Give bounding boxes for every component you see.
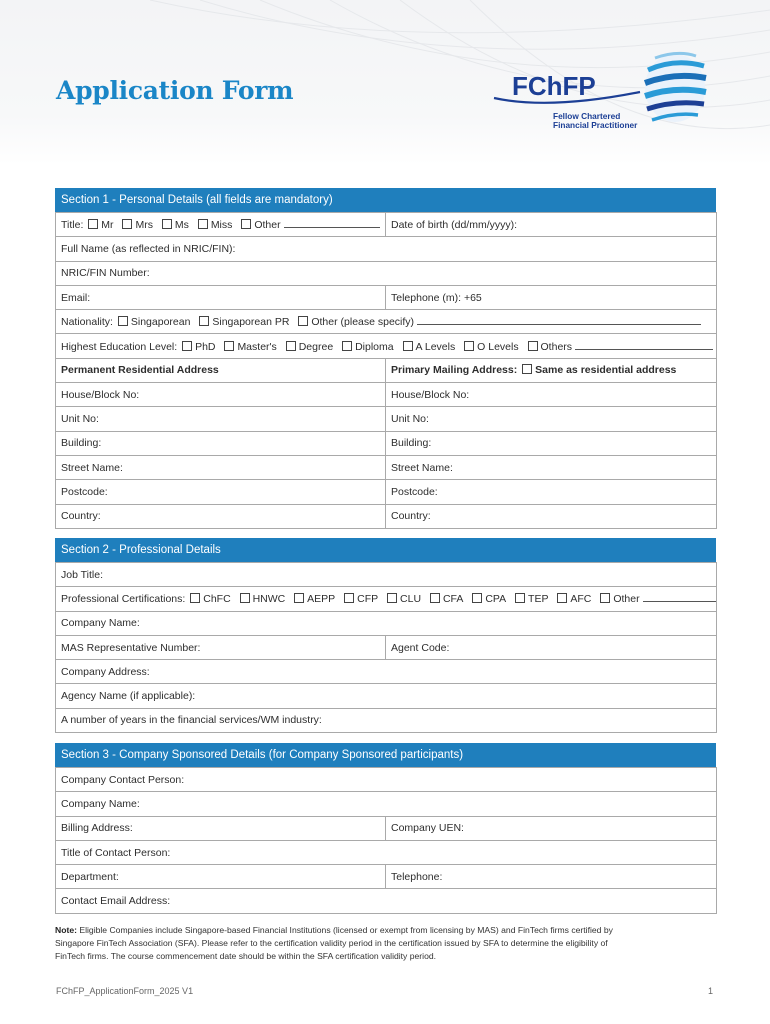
checkbox-others-education[interactable] (528, 341, 538, 351)
checkbox-aepp[interactable] (294, 593, 304, 603)
page-number: 1 (708, 986, 714, 996)
checkbox-cpa[interactable] (472, 593, 482, 603)
mas-number-field[interactable]: MAS Representative Number: (56, 635, 386, 659)
res-unit-field[interactable]: Unit No: (56, 407, 386, 431)
res-building-field[interactable]: Building: (56, 431, 386, 455)
other-nationality-line[interactable] (417, 315, 701, 325)
checkbox-tep[interactable] (515, 593, 525, 603)
other-cert-line[interactable] (643, 592, 717, 602)
other-title-line[interactable] (284, 218, 380, 228)
nationality-label: Nationality: (61, 316, 113, 329)
checkbox-cfa[interactable] (430, 593, 440, 603)
checkbox-diploma[interactable] (342, 341, 352, 351)
document-id: FChFP_ApplicationForm_2025 V1 (56, 986, 194, 996)
mail-unit-field[interactable]: Unit No: (386, 407, 717, 431)
checkbox-mr[interactable] (88, 219, 98, 229)
checkbox-degree[interactable] (286, 341, 296, 351)
checkbox-a-levels[interactable] (403, 341, 413, 351)
section-3-heading: Section 3 - Company Sponsored Details (for Company Sponsored participants) (55, 743, 716, 767)
checkbox-cfp[interactable] (344, 593, 354, 603)
note-line-1: Eligible Companies include Singapore-based Financial Institutions (licensed or exempt from licensing by MAS) and FinTech firms certified by (79, 925, 613, 935)
svg-text:Financial Practitioner: Financial Practitioner (553, 120, 638, 130)
checkbox-clu[interactable] (387, 593, 397, 603)
checkbox-o-levels[interactable] (464, 341, 474, 351)
svg-text:Fellow Chartered: Fellow Chartered (553, 111, 621, 121)
note-line-3: FinTech firms. The course commencement date should be within the SFA certification validity period. (55, 951, 437, 962)
eligibility-note (55, 924, 716, 964)
company-sponsored-table (55, 767, 717, 914)
section-2-heading: Section 2 - Professional Details (55, 538, 716, 562)
title-label: Title: (61, 219, 84, 232)
mail-street-field[interactable]: Street Name: (386, 455, 717, 479)
res-country-field[interactable]: Country: (56, 504, 386, 528)
checkbox-singaporean-pr[interactable] (199, 316, 209, 326)
email-field[interactable]: Email: (56, 285, 386, 309)
mailing-address-heading: Primary Mailing Address: Same as residential address (386, 358, 717, 382)
education-field: Highest Education Level: PhD Master's Degree Diploma A Levels O Levels Others (56, 334, 717, 358)
contact-email-field[interactable]: Contact Email Address: (56, 889, 717, 913)
checkbox-masters[interactable] (224, 341, 234, 351)
res-postcode-field[interactable]: Postcode: (56, 480, 386, 504)
residential-address-heading: Permanent Residential Address (56, 358, 386, 382)
sponsor-company-name-field[interactable]: Company Name: (56, 792, 717, 816)
section-professional-details (55, 538, 716, 733)
mail-house-block-field[interactable]: House/Block No: (386, 383, 717, 407)
title-field: Title: Mr Mrs Ms Miss Other (56, 213, 386, 237)
res-house-block-field[interactable]: House/Block No: (56, 383, 386, 407)
billing-address-field[interactable]: Billing Address: (56, 816, 386, 840)
checkbox-same-address[interactable] (522, 364, 532, 374)
contact-title-field[interactable]: Title of Contact Person: (56, 840, 717, 864)
checkbox-chfc[interactable] (190, 593, 200, 603)
agency-name-field[interactable]: Agency Name (if applicable): (56, 684, 717, 708)
sponsor-telephone-field[interactable]: Telephone: (386, 865, 717, 889)
nric-field[interactable]: NRIC/FIN Number: (56, 261, 717, 285)
checkbox-other-nationality[interactable] (298, 316, 308, 326)
dob-field[interactable]: Date of birth (dd/mm/yyyy): (386, 213, 717, 237)
checkbox-phd[interactable] (182, 341, 192, 351)
fchfp-logo (490, 48, 715, 134)
mail-building-field[interactable]: Building: (386, 431, 717, 455)
note-label: Note: (55, 925, 77, 935)
certifications-label: Professional Certifications: (61, 593, 186, 606)
department-field[interactable]: Department: (56, 865, 386, 889)
page-title: Application Form (56, 76, 294, 105)
contact-person-field[interactable]: Company Contact Person: (56, 768, 717, 792)
checkbox-ms[interactable] (162, 219, 172, 229)
globe-icon (645, 53, 706, 122)
education-label: Highest Education Level: (61, 340, 178, 353)
fullname-field[interactable]: Full Name (as reflected in NRIC/FIN): (56, 237, 717, 261)
section-1-heading: Section 1 - Personal Details (all fields are mandatory) (55, 188, 716, 212)
mail-postcode-field[interactable]: Postcode: (386, 480, 717, 504)
note-line-2: Singapore FinTech Association (SFA). Please refer to the certification validity period in the certification issued by SFA to determine the eligibility of (55, 938, 608, 949)
checkbox-miss[interactable] (198, 219, 208, 229)
nationality-field: Nationality: Singaporean Singaporean PR Other (please specify) (56, 310, 717, 334)
telephone-field[interactable]: Telephone (m): +65 (386, 285, 717, 309)
section-personal-details (55, 188, 716, 529)
res-street-field[interactable]: Street Name: (56, 455, 386, 479)
company-uen-field[interactable]: Company UEN: (386, 816, 717, 840)
checkbox-singaporean[interactable] (118, 316, 128, 326)
company-address-field[interactable]: Company Address: (56, 660, 717, 684)
checkbox-other-title[interactable] (241, 219, 251, 229)
checkbox-hnwc[interactable] (240, 593, 250, 603)
checkbox-mrs[interactable] (122, 219, 132, 229)
checkbox-other-cert[interactable] (600, 593, 610, 603)
personal-details-table (55, 212, 717, 529)
checkbox-afc[interactable] (557, 593, 567, 603)
mail-country-field[interactable]: Country: (386, 504, 717, 528)
years-experience-field[interactable]: A number of years in the financial services/WM industry: (56, 708, 717, 732)
professional-details-table (55, 562, 717, 733)
other-education-line[interactable] (575, 340, 713, 350)
company-name-field[interactable]: Company Name: (56, 611, 717, 635)
svg-text:FChFP: FChFP (512, 71, 596, 101)
certifications-field: Professional Certifications: ChFC HNWC AEPP CFP CLU CFA CPA TEP AFC Other (56, 587, 717, 611)
section-company-sponsored (55, 743, 716, 914)
job-title-field[interactable]: Job Title: (56, 563, 717, 587)
agent-code-field[interactable]: Agent Code: (386, 635, 717, 659)
